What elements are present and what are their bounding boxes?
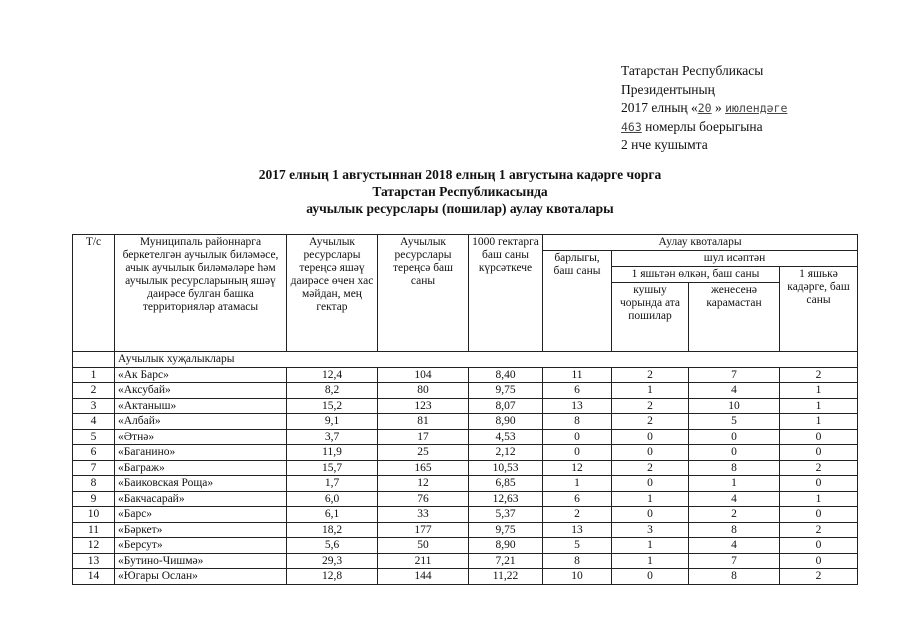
row-males: 2 xyxy=(612,398,689,414)
row-area: 15,7 xyxy=(287,460,378,476)
row-under-one: 2 xyxy=(780,367,858,383)
table-row xyxy=(73,367,858,383)
row-total: 12 xyxy=(543,460,612,476)
row-density: 5,37 xyxy=(469,507,543,523)
row-area: 3,7 xyxy=(287,429,378,445)
header-decree-suffix: номерлы боерыгына xyxy=(645,118,763,134)
table-row xyxy=(73,507,858,523)
row-males: 0 xyxy=(612,445,689,461)
row-count: 76 xyxy=(378,491,469,507)
row-area: 1,7 xyxy=(287,476,378,492)
quota-table xyxy=(72,234,858,585)
row-name: «Барс» xyxy=(115,507,287,523)
row-total: 0 xyxy=(543,429,612,445)
row-total: 1 xyxy=(543,476,612,492)
quota-table-body xyxy=(73,352,858,585)
row-total: 13 xyxy=(543,398,612,414)
row-name: «Ак Барс» xyxy=(115,367,287,383)
row-count: 104 xyxy=(378,367,469,383)
row-count: 25 xyxy=(378,445,469,461)
row-total: 6 xyxy=(543,383,612,399)
header-num: Т/с xyxy=(73,235,115,352)
row-no-sex: 0 xyxy=(689,445,780,461)
row-count: 81 xyxy=(378,414,469,430)
row-males: 1 xyxy=(612,491,689,507)
row-area: 12,8 xyxy=(287,569,378,585)
row-number: 2 xyxy=(73,383,115,399)
row-number: 4 xyxy=(73,414,115,430)
header-no-sex: женесенә карамастан xyxy=(689,283,780,352)
header-count: Аучылык ресурслары тереңсә баш саны xyxy=(378,235,469,352)
row-area: 6,1 xyxy=(287,507,378,523)
row-area: 6,0 xyxy=(287,491,378,507)
row-under-one: 2 xyxy=(780,522,858,538)
table-row xyxy=(73,398,858,414)
row-count: 80 xyxy=(378,383,469,399)
table-row xyxy=(73,383,858,399)
table-row xyxy=(73,553,858,569)
row-count: 165 xyxy=(378,460,469,476)
header-date-day: 20 xyxy=(697,101,712,115)
row-number: 10 xyxy=(73,507,115,523)
row-density: 12,63 xyxy=(469,491,543,507)
row-count: 211 xyxy=(378,553,469,569)
row-area: 29,3 xyxy=(287,553,378,569)
row-density: 8,90 xyxy=(469,414,543,430)
row-name: «Баганино» xyxy=(115,445,287,461)
row-number: 9 xyxy=(73,491,115,507)
row-density: 2,12 xyxy=(469,445,543,461)
row-density: 8,07 xyxy=(469,398,543,414)
row-total: 10 xyxy=(543,569,612,585)
row-under-one: 1 xyxy=(780,398,858,414)
row-count: 177 xyxy=(378,522,469,538)
header-date-month: июлендәге xyxy=(725,101,788,115)
row-area: 8,2 xyxy=(287,383,378,399)
row-no-sex: 8 xyxy=(689,522,780,538)
row-count: 123 xyxy=(378,398,469,414)
row-number: 11 xyxy=(73,522,115,538)
header-quota: Аулау квоталары xyxy=(543,235,858,251)
table-row xyxy=(73,460,858,476)
row-area: 15,2 xyxy=(287,398,378,414)
row-no-sex: 2 xyxy=(689,507,780,523)
row-males: 3 xyxy=(612,522,689,538)
row-count: 144 xyxy=(378,569,469,585)
section-label: Аучылык хуҗалыклары xyxy=(115,352,858,368)
header-name: Муниципаль районнарга беркетелгән аучылык биләмәсе, ачык аучылык биләмәләре һәм аучылык ресурсларының яшәү даирәсе булган башка территорияләр атамасы xyxy=(115,235,287,352)
row-total: 8 xyxy=(543,553,612,569)
row-no-sex: 4 xyxy=(689,491,780,507)
row-number: 8 xyxy=(73,476,115,492)
row-area: 9,1 xyxy=(287,414,378,430)
header-line-1: Татарстан Республикасы xyxy=(621,63,764,78)
title-line-1: 2017 елның 1 августыннан 2018 елның 1 августына кадәрге чорга xyxy=(258,167,662,182)
row-total: 2 xyxy=(543,507,612,523)
row-total: 5 xyxy=(543,538,612,554)
row-number: 1 xyxy=(73,367,115,383)
document-title xyxy=(160,166,760,217)
header-line-3 xyxy=(621,99,871,118)
row-males: 0 xyxy=(612,569,689,585)
row-no-sex: 8 xyxy=(689,460,780,476)
row-no-sex: 4 xyxy=(689,538,780,554)
row-area: 11,9 xyxy=(287,445,378,461)
row-no-sex: 4 xyxy=(689,383,780,399)
title-line-2: Татарстан Республикасында xyxy=(372,184,548,199)
row-name: «Әтнә» xyxy=(115,429,287,445)
row-number: 6 xyxy=(73,445,115,461)
row-males: 2 xyxy=(612,460,689,476)
header-over-one-year: 1 яшьтән өлкән, баш саны xyxy=(612,267,780,283)
row-density: 10,53 xyxy=(469,460,543,476)
row-total: 11 xyxy=(543,367,612,383)
header-males: кушыу чорында ата пошилар xyxy=(612,283,689,352)
row-number: 7 xyxy=(73,460,115,476)
row-under-one: 0 xyxy=(780,538,858,554)
table-row xyxy=(73,538,858,554)
row-no-sex: 10 xyxy=(689,398,780,414)
row-under-one: 1 xyxy=(780,491,858,507)
row-count: 33 xyxy=(378,507,469,523)
header-decree-number: 463 xyxy=(621,119,642,134)
table-row xyxy=(73,445,858,461)
row-under-one: 2 xyxy=(780,460,858,476)
row-total: 0 xyxy=(543,445,612,461)
title-line-3: аучылык ресурслары (пошилар) аулау квоталары xyxy=(306,201,614,216)
row-males: 0 xyxy=(612,429,689,445)
row-area: 18,2 xyxy=(287,522,378,538)
row-density: 11,22 xyxy=(469,569,543,585)
table-row xyxy=(73,522,858,538)
header-line-4 xyxy=(621,118,871,137)
row-under-one: 0 xyxy=(780,553,858,569)
row-number: 3 xyxy=(73,398,115,414)
row-no-sex: 7 xyxy=(689,367,780,383)
row-name: «Албай» xyxy=(115,414,287,430)
row-males: 1 xyxy=(612,553,689,569)
row-males: 0 xyxy=(612,507,689,523)
header-density: 1000 гектарга баш саны күрсәткече xyxy=(469,235,543,352)
header-area: Аучылык ресурслары тереңсә яшәү даирәсе өчен хас мәйдан, мең гектар xyxy=(287,235,378,352)
row-density: 9,75 xyxy=(469,383,543,399)
row-under-one: 1 xyxy=(780,414,858,430)
row-density: 8,40 xyxy=(469,367,543,383)
row-males: 1 xyxy=(612,538,689,554)
row-under-one: 0 xyxy=(780,507,858,523)
row-name: «Берсут» xyxy=(115,538,287,554)
row-density: 4,53 xyxy=(469,429,543,445)
row-count: 50 xyxy=(378,538,469,554)
row-name: «Аксубай» xyxy=(115,383,287,399)
row-name: «Актаныш» xyxy=(115,398,287,414)
header-under-one-year: 1 яшькә кадәрге, баш саны xyxy=(780,267,858,352)
table-row xyxy=(73,414,858,430)
row-density: 7,21 xyxy=(469,553,543,569)
row-males: 0 xyxy=(612,476,689,492)
header-date-mid: » xyxy=(714,100,722,115)
row-total: 8 xyxy=(543,414,612,430)
row-total: 13 xyxy=(543,522,612,538)
row-name: «Баиковская Роща» xyxy=(115,476,287,492)
row-under-one: 0 xyxy=(780,429,858,445)
table-row xyxy=(73,569,858,585)
row-under-one: 0 xyxy=(780,476,858,492)
row-males: 2 xyxy=(612,414,689,430)
row-density: 8,90 xyxy=(469,538,543,554)
section-row xyxy=(73,352,858,368)
section-num-cell xyxy=(73,352,115,368)
row-no-sex: 1 xyxy=(689,476,780,492)
row-no-sex: 7 xyxy=(689,553,780,569)
row-total: 6 xyxy=(543,491,612,507)
row-males: 1 xyxy=(612,383,689,399)
row-density: 9,75 xyxy=(469,522,543,538)
row-number: 14 xyxy=(73,569,115,585)
row-number: 12 xyxy=(73,538,115,554)
header-line-2: Президентының xyxy=(621,81,715,97)
row-no-sex: 8 xyxy=(689,569,780,585)
row-name: «Бакчасарай» xyxy=(115,491,287,507)
row-area: 12,4 xyxy=(287,367,378,383)
header-date-prefix: 2017 елның « xyxy=(621,100,698,115)
row-count: 17 xyxy=(378,429,469,445)
row-under-one: 1 xyxy=(780,383,858,399)
row-under-one: 2 xyxy=(780,569,858,585)
row-no-sex: 0 xyxy=(689,429,780,445)
table-row xyxy=(73,491,858,507)
header-line-5: 2 нче кушымта xyxy=(621,137,708,152)
row-number: 13 xyxy=(73,553,115,569)
header-total: барлыгы, баш саны xyxy=(543,251,612,352)
row-area: 5,6 xyxy=(287,538,378,554)
row-name: «Баграж» xyxy=(115,460,287,476)
row-name: «Бутино-Чишмә» xyxy=(115,553,287,569)
decree-reference xyxy=(621,62,871,155)
table-row xyxy=(73,429,858,445)
row-name: «Бәркет» xyxy=(115,522,287,538)
row-density: 6,85 xyxy=(469,476,543,492)
row-name: «Югары Ослан» xyxy=(115,569,287,585)
table-row xyxy=(73,476,858,492)
row-number: 5 xyxy=(73,429,115,445)
header-of-which: шул исәптән xyxy=(612,251,858,267)
row-no-sex: 5 xyxy=(689,414,780,430)
row-under-one: 0 xyxy=(780,445,858,461)
row-count: 12 xyxy=(378,476,469,492)
row-males: 2 xyxy=(612,367,689,383)
